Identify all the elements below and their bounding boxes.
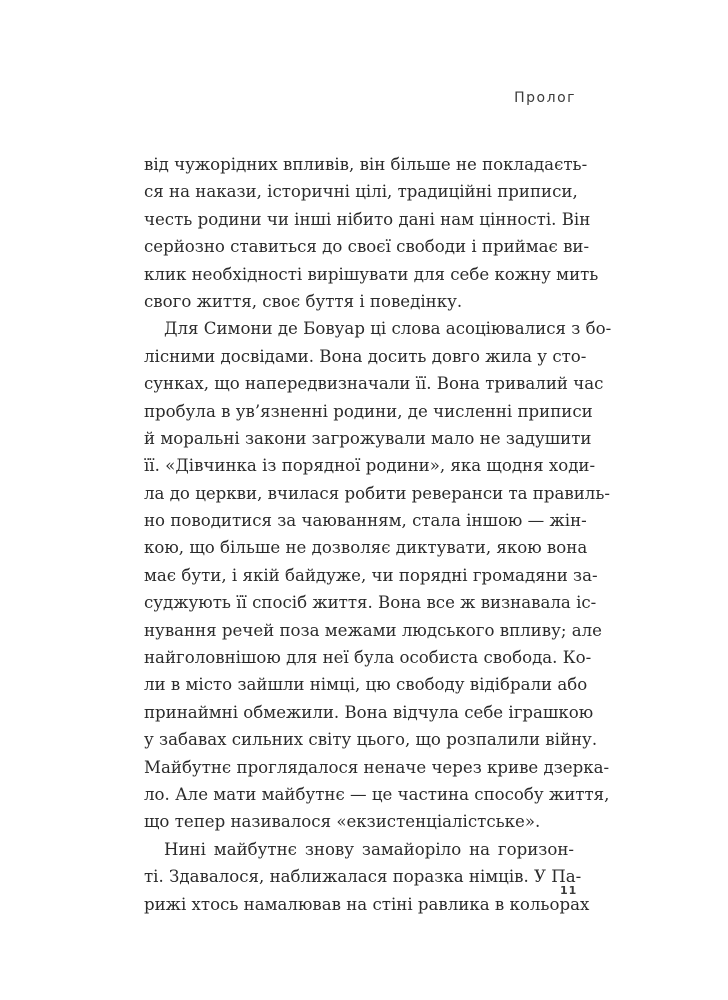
body-text xyxy=(144,151,612,918)
text-line: ла до церкви, вчилася робити реверанси та правиль- xyxy=(144,483,610,503)
text-line: пробула в ув’язненні родини, де численні приписи xyxy=(144,401,593,421)
text-line: нування речей поза межами людського впливу; але xyxy=(144,620,602,640)
text-line: Нині майбутнє знову замайоріло на горизон- xyxy=(164,839,574,859)
text-line: й моральні закони загрожували мало не задушити xyxy=(144,428,592,448)
text-line: у забавах сильних світу цього, що розпалили війну. xyxy=(144,730,598,750)
text-line: кою, що більше не дозволяє диктувати, якою вона xyxy=(144,538,588,558)
text-line: має бути, і якій байдуже, чи порядні громадяни за- xyxy=(144,565,598,585)
text-line: серйозно ставиться до своєї свободи і приймає ви- xyxy=(144,237,590,257)
running-head: Пролог xyxy=(514,90,576,106)
text-line: ті. Здавалося, наближалася поразка німців. У Па- xyxy=(144,867,582,887)
text-line: лісними досвідами. Вона досить довго жила у сто- xyxy=(144,346,587,366)
page-number: 11 xyxy=(560,884,578,897)
text-line: но поводитися за чаюванням, стала іншою — жін- xyxy=(144,511,587,531)
text-line: принаймні обмежили. Вона відчула себе іграшкою xyxy=(144,702,594,722)
text-line: що тепер називалося «екзистенціалістське». xyxy=(144,812,541,832)
text-line: Для Симони де Бовуар ці слова асоціювалися з бо- xyxy=(164,319,612,339)
text-line: суджують її спосіб життя. Вона все ж визнавала іс- xyxy=(144,593,597,613)
text-line: сунках, що напередвизначали її. Вона тривалий час xyxy=(144,374,604,394)
text-line: Майбутнє проглядалося неначе через криве дзерка- xyxy=(144,757,610,777)
text-line: ло. Але мати майбутнє — це частина способу життя, xyxy=(144,784,610,804)
text-line: свого життя, своє буття і поведінку. xyxy=(144,291,463,311)
text-line: її. «Дівчинка із порядної родини», яка щодня ходи- xyxy=(144,456,596,476)
text-line: честь родини чи інші нібито дані нам цінності. Він xyxy=(144,209,591,229)
text-line: рижі хтось намалював на стіні равлика в кольорах xyxy=(144,894,590,914)
text-line: найголовнішою для неї була особиста свобода. Ко- xyxy=(144,648,592,668)
text-line: ся на накази, історичні цілі, традиційні приписи, xyxy=(144,182,578,202)
text-line: ли в місто зайшли німці, цю свободу відібрали або xyxy=(144,675,588,695)
text-line: від чужорідних впливів, він більше не покладаєть- xyxy=(144,155,588,174)
text-line: клик необхідності вирішувати для себе кожну мить xyxy=(144,264,599,284)
